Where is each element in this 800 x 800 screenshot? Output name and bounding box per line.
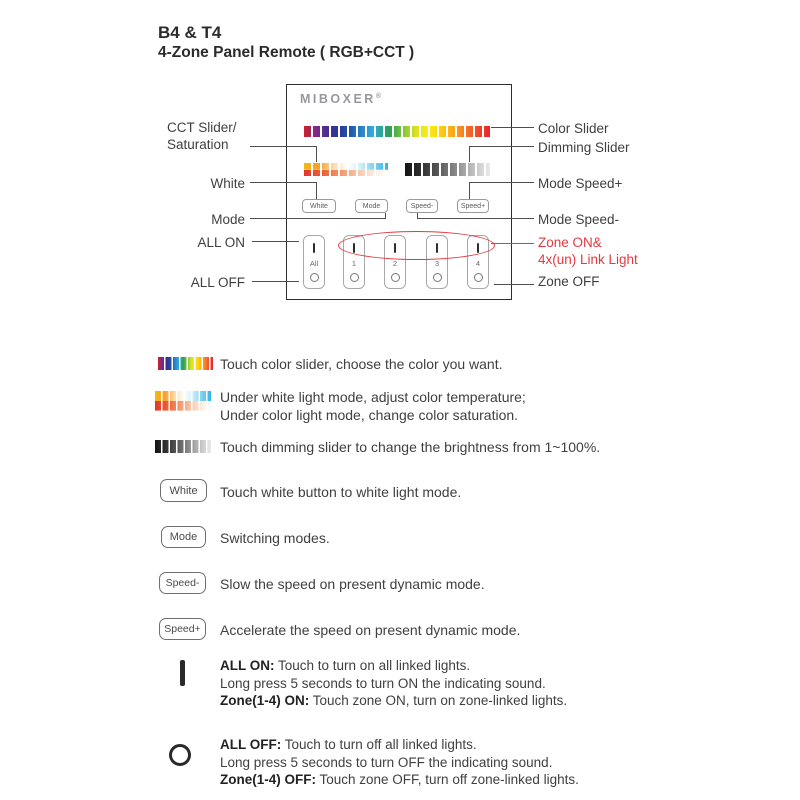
callout-white: White — [210, 176, 245, 191]
leader-line — [417, 218, 534, 219]
all-on-icon — [180, 660, 185, 686]
zone-label: 2 — [392, 258, 398, 268]
cct-saturation-slider — [304, 163, 388, 176]
leader-line — [385, 213, 386, 219]
legend-all-off-text: ALL OFF: Touch to turn off all linked lights. Long press 5 seconds to turn OFF the indicating sound. Zone(1-4) OFF: Touch zone OFF, turn off zone-linked lights. — [220, 737, 579, 787]
legend-all-on-text: ALL ON: Touch to turn on all linked lights. Long press 5 seconds to turn ON the indicating sound. Zone(1-4) ON: Touch zone ON, turn on zone-linked lights. — [220, 658, 568, 708]
dimming-slider-icon — [155, 440, 211, 453]
leader-line — [417, 213, 418, 219]
all-off-icon — [169, 744, 191, 766]
remote-panel — [286, 84, 512, 300]
on-bar-icon — [313, 243, 316, 253]
callout-zone-on: Zone ON& 4x(un) Link Light — [538, 235, 638, 267]
leader-line — [469, 146, 470, 162]
callout-all-off: ALL OFF — [190, 275, 245, 290]
off-circle-icon — [474, 273, 483, 282]
cct-slider-icon — [155, 391, 211, 411]
leader-line — [469, 146, 534, 147]
callout-cct-slider: CCT Slider/ Saturation — [167, 120, 237, 152]
callout-color-slider: Color Slider — [538, 121, 609, 136]
off-circle-icon — [433, 273, 442, 282]
callout-zone-off: Zone OFF — [538, 274, 600, 289]
leader-line — [252, 281, 299, 282]
off-circle-icon — [350, 273, 359, 282]
brand-logo: MIBOXER® — [300, 92, 382, 106]
white-button: White — [302, 199, 336, 213]
speed-minus-button: Speed- — [406, 199, 438, 213]
leader-line — [250, 182, 317, 183]
page-subtitle: 4-Zone Panel Remote ( RGB+CCT ) — [158, 44, 415, 61]
zone-on-highlight-ellipse — [338, 231, 495, 260]
leader-line — [252, 241, 299, 242]
page-title: B4 & T4 — [158, 23, 222, 42]
off-circle-icon — [310, 273, 319, 282]
callout-mode-speed-minus: Mode Speed- — [538, 212, 620, 227]
legend-text: Touch white button to white light mode. — [220, 484, 462, 500]
dimming-slider — [405, 163, 490, 176]
leader-line — [316, 182, 317, 199]
leader-line — [469, 182, 470, 199]
mode-button: Mode — [355, 199, 388, 213]
zone-label: 3 — [434, 258, 440, 268]
leader-line-red — [491, 243, 534, 244]
zone-label: All — [309, 258, 319, 268]
color-slider-icon — [158, 357, 213, 370]
legend-text: Slow the speed on present dynamic mode. — [220, 576, 485, 592]
legend-text: Under white light mode, adjust color temperature; Under color light mode, change color saturation. — [220, 389, 526, 423]
legend-text: Switching modes. — [220, 530, 330, 546]
leader-line — [491, 127, 534, 128]
mode-button: Mode — [161, 526, 206, 548]
leader-line — [494, 284, 534, 285]
legend-text: Touch color slider, choose the color you want. — [220, 356, 503, 372]
zone-label: 1 — [351, 258, 357, 268]
callout-dimming-slider: Dimming Slider — [538, 140, 630, 155]
callout-all-on: ALL ON — [197, 235, 245, 250]
leader-line — [469, 182, 534, 183]
speed-minus-button: Speed- — [159, 572, 206, 594]
legend-text: Touch dimming slider to change the brightness from 1~100%. — [220, 439, 601, 455]
leader-line — [316, 146, 317, 162]
speed-plus-button: Speed+ — [159, 618, 206, 640]
callout-mode-speed-plus: Mode Speed+ — [538, 176, 623, 191]
zone-label: 4 — [475, 258, 481, 268]
speed-plus-button: Speed+ — [457, 199, 489, 213]
color-slider — [304, 126, 490, 137]
zone-button-all — [303, 235, 325, 289]
legend-text: Accelerate the speed on present dynamic mode. — [220, 622, 521, 638]
leader-line — [250, 218, 386, 219]
callout-mode: Mode — [211, 212, 245, 227]
leader-line — [250, 146, 317, 147]
off-circle-icon — [391, 273, 400, 282]
white-button: White — [160, 479, 207, 502]
